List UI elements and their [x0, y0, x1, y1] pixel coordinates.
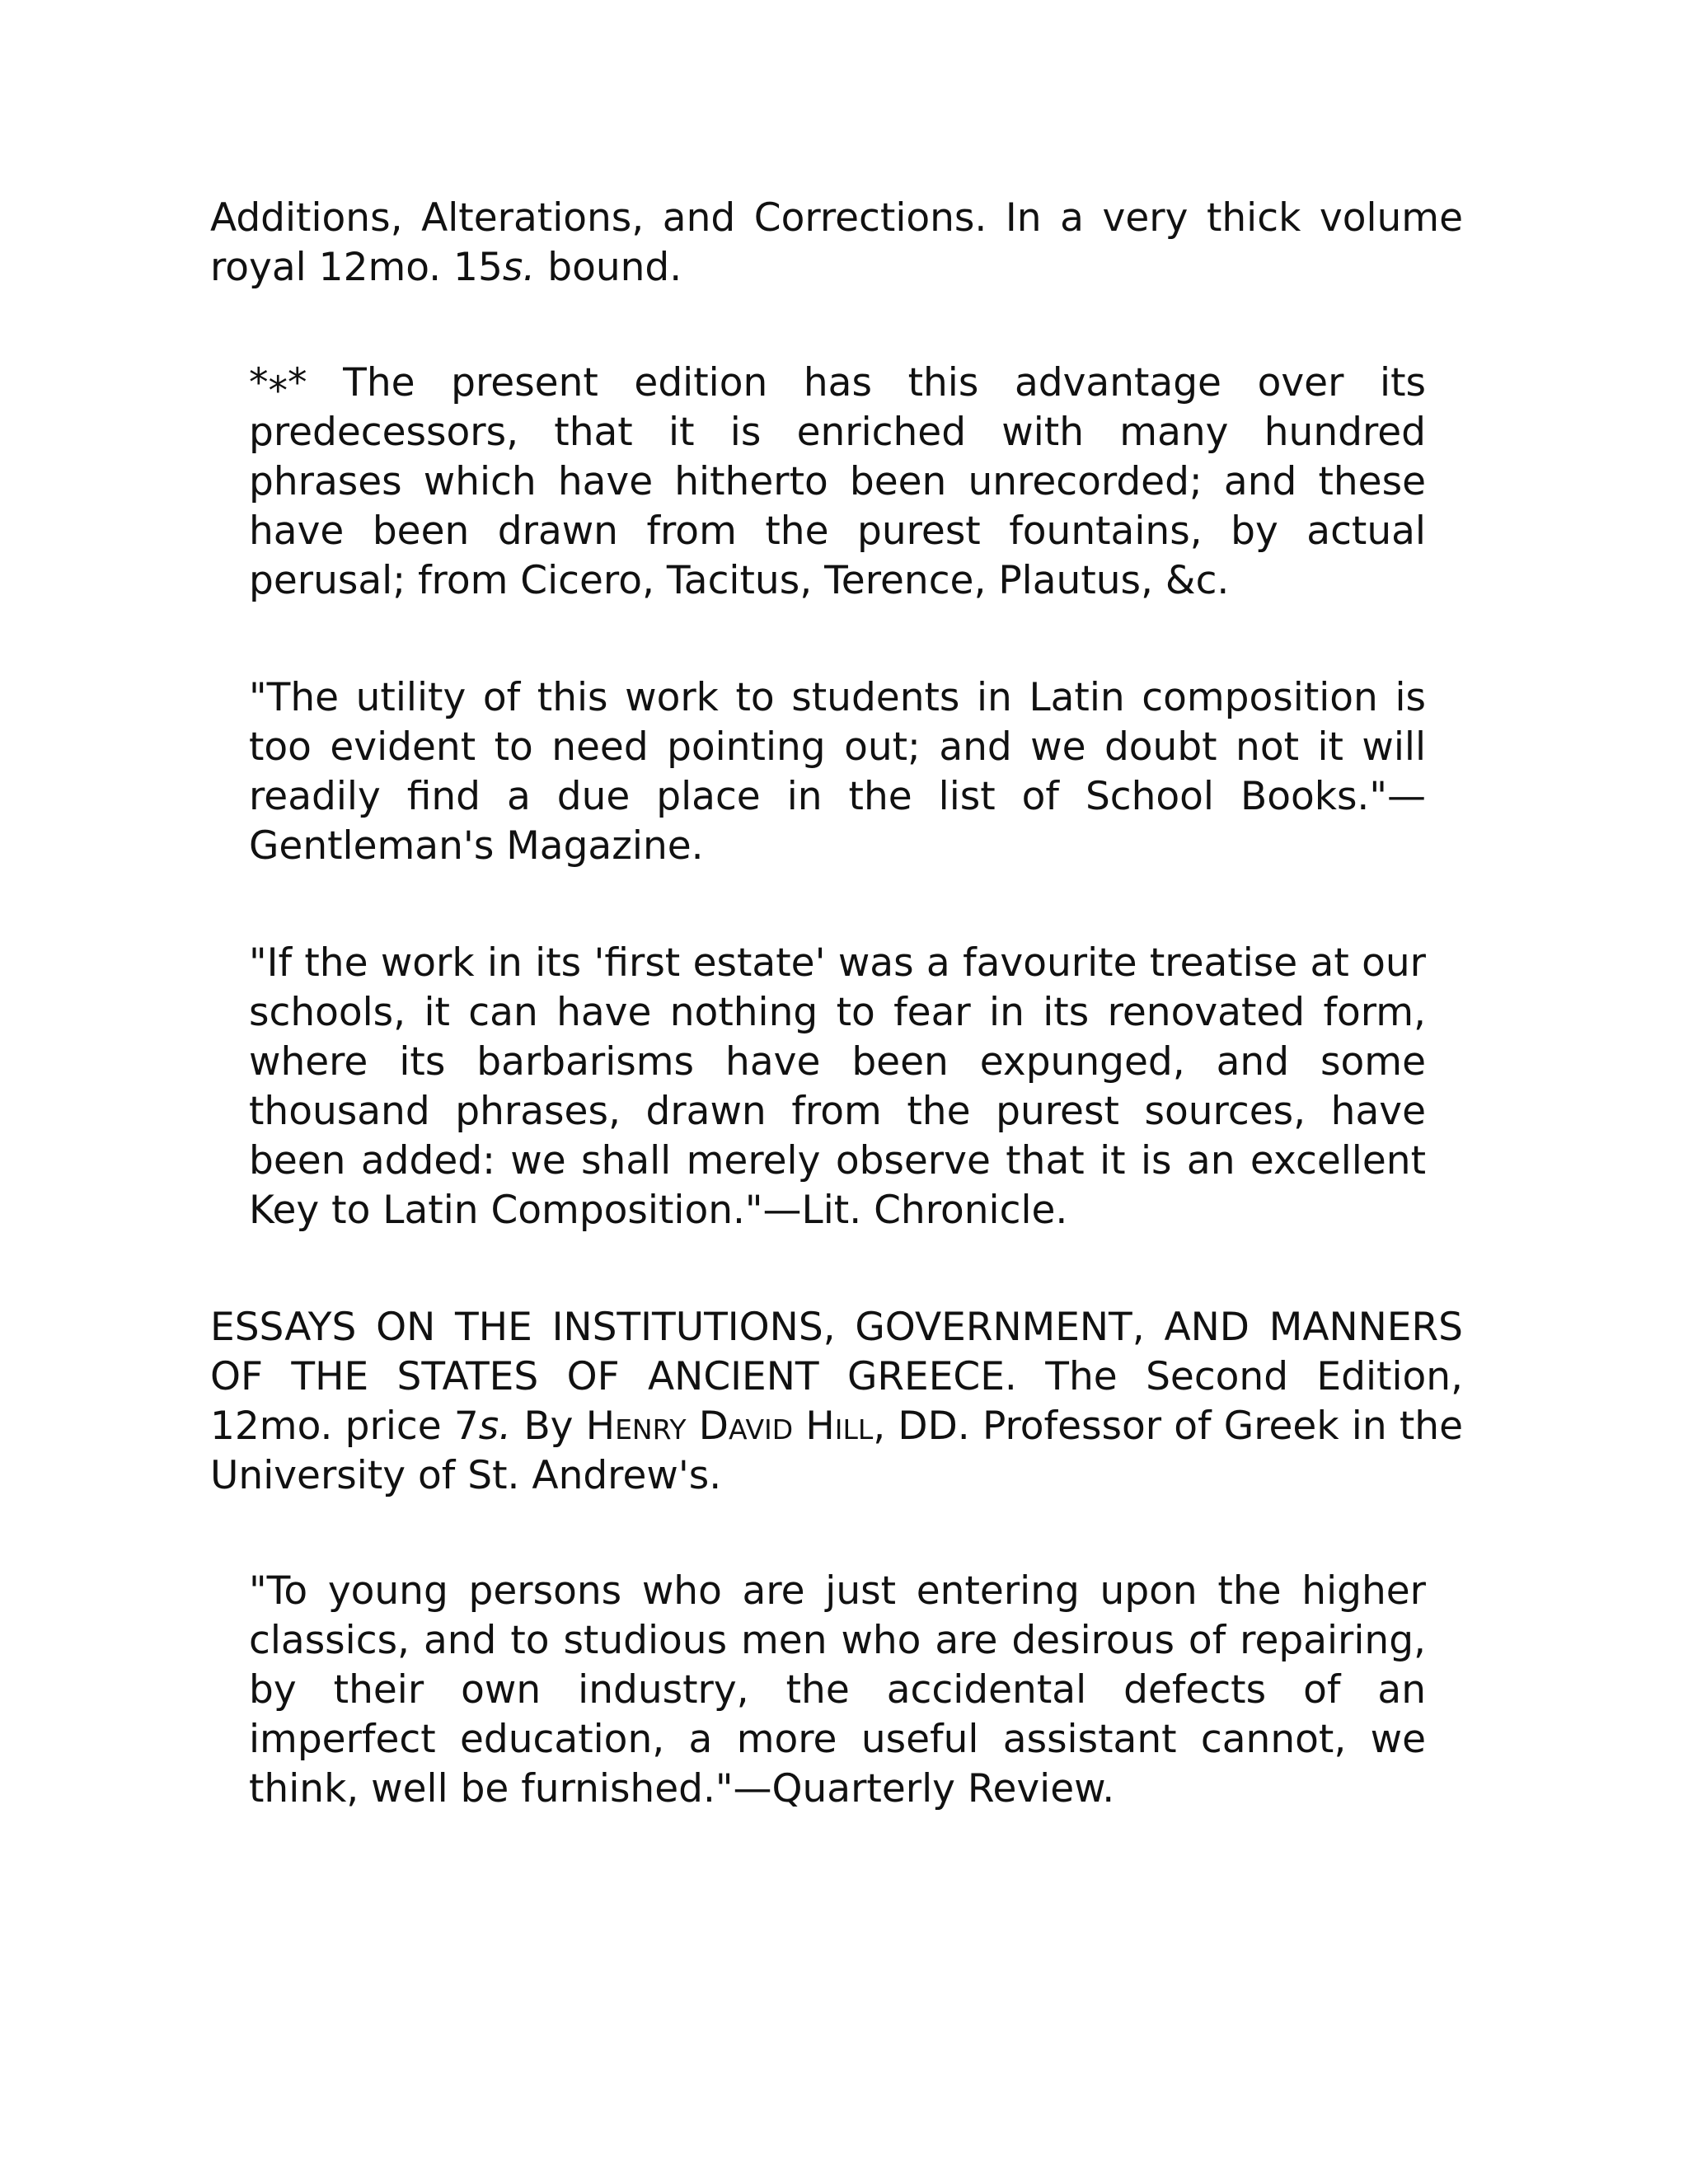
review-quote-quarterly-review: "To young persons who are just entering upon the higher classics, and to studious men who are desirous of repairing, by their own industry, the accidental defects of an imperfect education, a more useful assistant cannot, we think, well be furnished."—Quarterly Review.	[249, 1568, 1426, 1811]
editorial-note	[249, 359, 1426, 606]
document-page	[210, 194, 1463, 1814]
editorial-note-text: The present edition has this advantage over its predecessors, that it is enriched with many hundred phrases which have hitherto been unrecorded; and these have been drawn from the purest fountains, by actual perusal; from Cicero, Tacitus, Terence, Plautus, &c.	[249, 360, 1426, 603]
shillings-abbrev: s.	[502, 245, 536, 290]
listing-text: ESSAYS ON THE INSTITUTIONS, GOVERNMENT, AND MANNERS OF THE STATES OF ANCIENT GREECE. The Second Edition, 12mo. price 7	[210, 1305, 1463, 1449]
book-listing-phraseology	[210, 194, 1463, 293]
listing-text: Additions, Alterations, and Corrections. In a very thick volume royal 12mo. 15	[210, 195, 1463, 290]
book-listing-essays-greece: ESSAYS ON THE INSTITUTIONS, GOVERNMENT, AND MANNERS OF THE STATES OF ANCIENT GREECE. The Second Edition, 12mo. price 7s. By Henry David Hill, DD. Professor of Greek in the University of St. Andrew's.	[210, 1305, 1463, 1498]
asterism: ***	[249, 360, 307, 414]
shillings-abbrev: s.	[478, 1404, 512, 1449]
author-name: Henry David Hill	[585, 1404, 874, 1449]
review-quote-lit-chronicle: "If the work in its 'first estate' was a favourite treatise at our schools, it can have nothing to fear in its renovated form, where its barbarisms have been expunged, and some thousand phrases, drawn from the purest sources, have been added: we shall merely observe that it is an excellent Key to Latin Composition."—Lit. Chronicle.	[249, 940, 1426, 1233]
listing-text-end: bound.	[535, 245, 682, 290]
review-quote-gentlemans-magazine: "The utility of this work to students in Latin composition is too evident to need pointing out; and we doubt not it will readily find a due place in the list of School Books."—Gentleman's Magazine.	[249, 675, 1426, 869]
